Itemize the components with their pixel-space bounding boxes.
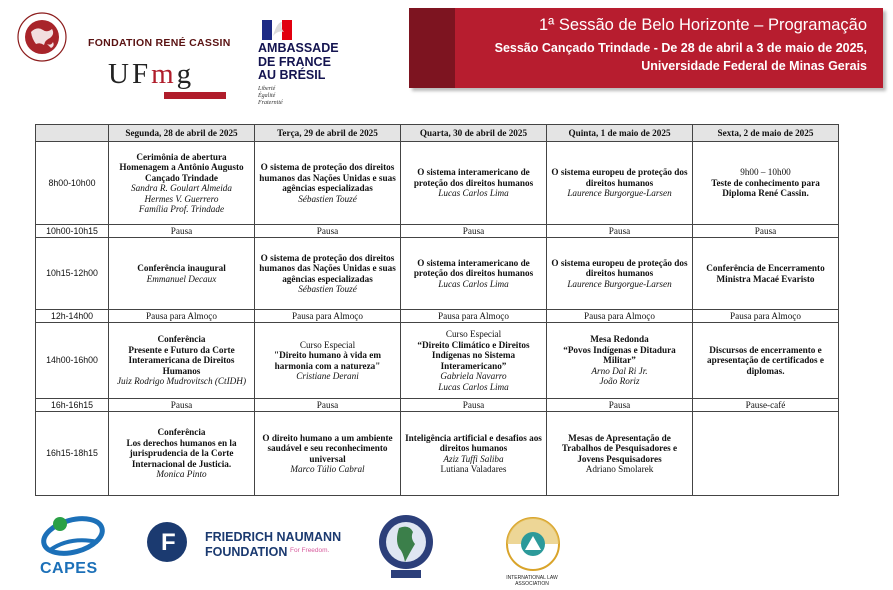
time-slot: 14h00-16h00	[36, 323, 109, 399]
session-cell: O sistema de proteção dos direitos humanos das Nações Unidas e suas agências especializadas Sébastien Touzé	[255, 142, 401, 225]
session-cell: O sistema interamericano de proteção dos direitos humanos Lucas Carlos Lima	[401, 238, 547, 310]
header-row	[36, 125, 839, 142]
embassy-motto: Liberté Égalité Fraternité	[258, 86, 283, 106]
fondation-rene-cassin-logo-icon	[14, 10, 84, 62]
pause-cell: Pausa	[547, 399, 693, 412]
corner-cell	[36, 125, 109, 142]
session-cell: Discursos de encerramento e apresentação de certificados e diplomas.	[693, 323, 839, 399]
lunch-cell: Pausa para Almoço	[693, 310, 839, 323]
table-row	[36, 238, 839, 310]
pause-cell: Pausa	[693, 225, 839, 238]
session-cell: O sistema europeu de proteção dos direitos humanos Laurence Burgorgue-Larsen	[547, 142, 693, 225]
page-title: 1ª Sessão de Belo Horizonte – Programação	[538, 16, 867, 34]
time-slot: 10h00-10h15	[36, 225, 109, 238]
session-cell: Cerimônia de abertura Homenagem a Antônio Augusto Cançado Trindade Sandra R. Goulart Almeida Hermes V. Guerrero Família Prof. Trindade	[109, 142, 255, 225]
capes-logo-icon	[38, 510, 108, 558]
pause-cell: Pausa	[547, 225, 693, 238]
embassy-name: AMBASSADE DE FRANCE AU BRÉSIL	[258, 41, 339, 82]
session-cell: Mesas de Apresentação de Trabalhos de Pesquisadores e Jovens Pesquisadores Adriano Smolarek	[547, 412, 693, 496]
session-cell: O sistema interamericano de proteção dos direitos humanos Lucas Carlos Lima	[401, 142, 547, 225]
fnf-logo-icon: F	[147, 522, 187, 562]
day-header: Quarta, 30 de abril de 2025	[401, 125, 547, 142]
table-row	[36, 323, 839, 399]
time-slot: 12h-14h00	[36, 310, 109, 323]
time-slot: 16h-16h15	[36, 399, 109, 412]
lunch-cell: Pausa para Almoço	[547, 310, 693, 323]
page-subtitle-2: Universidade Federal de Minas Gerais	[641, 59, 867, 73]
fnf-name: FRIEDRICH NAUMANN FOUNDATION	[205, 530, 342, 559]
ila-name: INTERNATIONAL LAW ASSOCIATION	[506, 575, 558, 587]
session-cell: O direito humano a um ambiente saudável e seu reconhecimento universal Marco Túlio Cabral	[255, 412, 401, 496]
pause-cell: Pause-café	[693, 399, 839, 412]
day-header: Quinta, 1 de maio de 2025	[547, 125, 693, 142]
page-subtitle-1: Sessão Cançado Trindade - De 28 de abril a 3 de maio de 2025,	[494, 41, 867, 55]
time-slot: 8h00-10h00	[36, 142, 109, 225]
session-cell: Conferência inaugural Emmanuel Decaux	[109, 238, 255, 310]
marianne-flag-icon	[262, 20, 292, 40]
table-row	[36, 142, 839, 225]
session-cell: Mesa Redonda “Povos Indígenas e Ditadura Militar” Arno Dal Ri Jr. João Roriz	[547, 323, 693, 399]
capes-name: CAPES	[40, 560, 98, 577]
pause-cell: Pausa	[255, 225, 401, 238]
table-row	[36, 310, 839, 323]
lunch-cell: Pausa para Almoço	[401, 310, 547, 323]
time-slot: 16h15-18h15	[36, 412, 109, 496]
table-row	[36, 399, 839, 412]
session-cell: Inteligência artificial e desafios aos direitos humanos Aziz Tuffi Saliba Lutiana Valadares	[401, 412, 547, 496]
session-cell: Conferência Presente e Futuro da Corte Interamericana de Direitos Humanos Juiz Rodrigo Mudrovitsch (CtIDH)	[109, 323, 255, 399]
day-header: Sexta, 2 de maio de 2025	[693, 125, 839, 142]
cassin-name: FONDATION RENÉ CASSIN	[88, 37, 231, 49]
session-cell: Curso Especial "Direito humano à vida em harmonia com a natureza" Cristiane Derani	[255, 323, 401, 399]
pause-cell: Pausa	[255, 399, 401, 412]
pause-cell: Pausa	[401, 225, 547, 238]
table-row	[36, 225, 839, 238]
day-header: Terça, 29 de abril de 2025	[255, 125, 401, 142]
pause-cell: Pausa	[109, 399, 255, 412]
title-banner	[409, 8, 883, 88]
session-cell: O sistema de proteção dos direitos humanos das Nações Unidas e suas agências especializadas Sébastien Touzé	[255, 238, 401, 310]
session-cell: Conferência de Encerramento Ministra Macaé Evaristo	[693, 238, 839, 310]
session-cell: O sistema europeu de proteção dos direitos humanos Laurence Burgorgue-Larsen	[547, 238, 693, 310]
pause-cell: Pausa	[401, 399, 547, 412]
fnf-tagline: For Freedom.	[290, 547, 330, 554]
pause-cell: Pausa	[109, 225, 255, 238]
ufmg-logo: UFmg	[108, 58, 195, 90]
schedule-table	[35, 124, 839, 496]
lunch-cell: Pausa para Almoço	[109, 310, 255, 323]
lunch-cell: Pausa para Almoço	[255, 310, 401, 323]
institute-seal-icon	[377, 512, 435, 584]
session-cell: Conferência Los derechos humanos en la jurisprudencia de la Corte Internacional de Justicia. Monica Pinto	[109, 412, 255, 496]
day-header: Segunda, 28 de abril de 2025	[109, 125, 255, 142]
time-slot: 10h15-12h00	[36, 238, 109, 310]
ufmg-red-bar	[164, 92, 226, 99]
table-row	[36, 412, 839, 496]
ila-logo-icon	[497, 514, 569, 574]
session-cell: 9h00 – 10h00 Teste de conhecimento para Diploma René Cassin.	[693, 142, 839, 225]
session-cell: Curso Especial “Direito Climático e Direitos Indígenas no Sistema Interamericano” Gabriela Navarro Lucas Carlos Lima	[401, 323, 547, 399]
session-cell	[693, 412, 839, 496]
